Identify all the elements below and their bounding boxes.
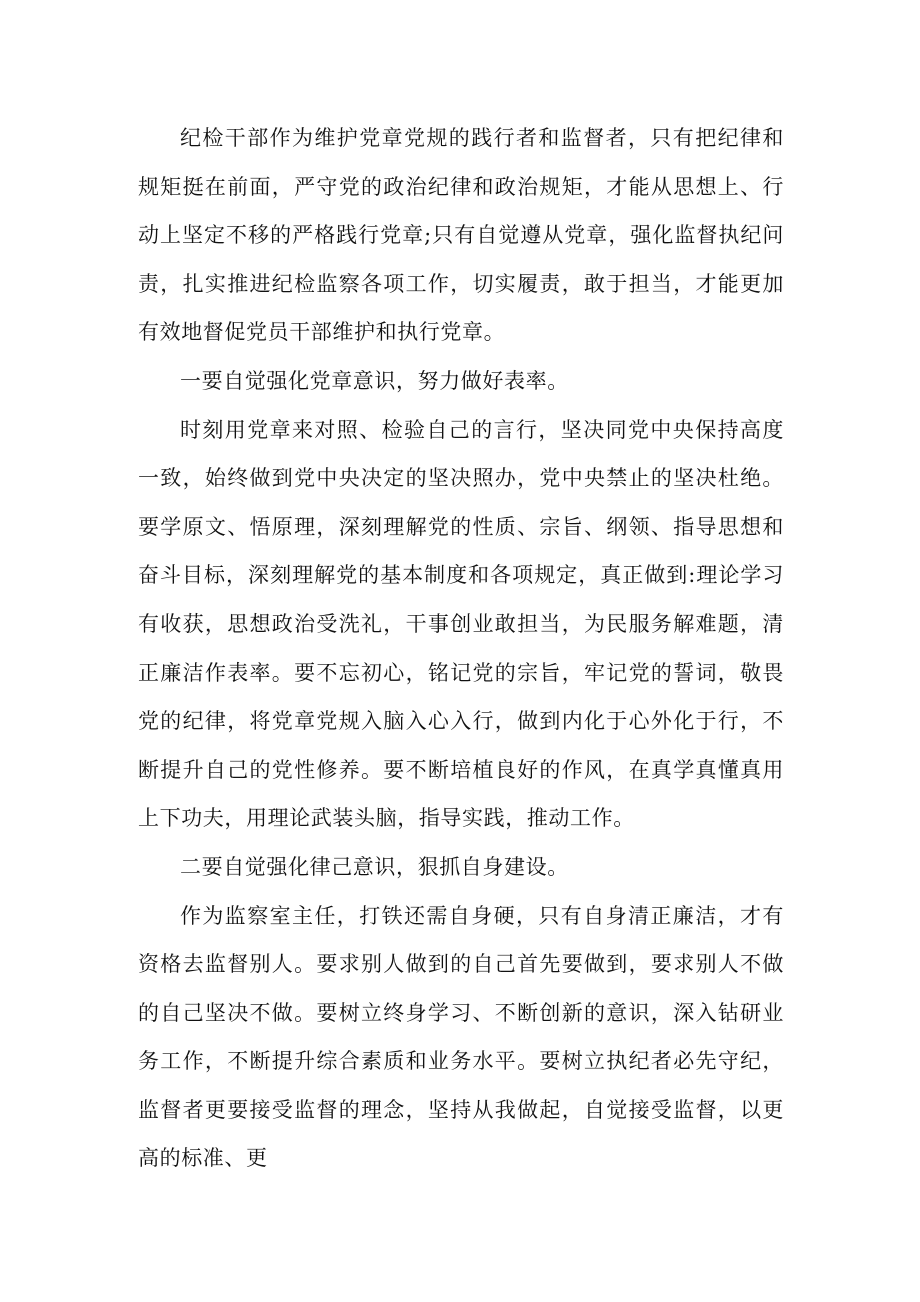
section-heading-2: 二要自觉强化律己意识，狠抓自身建设。 [180, 854, 569, 879]
paragraph-section-2: 作为监察室主任，打铁还需自身硬，只有自身清正廉洁，才有资格去监督别人。要求别人做到的自己首先要做到，要求别人不做的自己坚决不做。要树立终身学习、不断创新的意识，深入钻研业务工作，不断提升综合素质和业务水平。要树立执纪者必先守纪，监督者更要接受监督的理念，坚持从我做起，自觉接受监督，以更高的标准、更 [138, 903, 784, 1171]
paragraph-intro: 纪检干部作为维护党章党规的践行者和监督者，只有把纪律和规矩挺在前面，严守党的政治纪律和政治规矩，才能从思想上、行动上坚定不移的严格践行党章;只有自觉遵从党章，强化监督执纪问责，扎实推进纪检监察各项工作，切实履责，敢于担当，才能更加有效地督促党员干部维护和执行党章。 [138, 126, 784, 345]
paragraph-section-1: 时刻用党章来对照、检验自己的言行，坚决同党中央保持高度一致，始终做到党中央决定的坚决照办，党中央禁止的坚决杜绝。要学原文、悟原理，深刻理解党的性质、宗旨、纲领、指导思想和奋斗目标，深刻理解党的基本制度和各项规定，真正做到:理论学习有收获，思想政治受洗礼，干事创业敢担当，为民服务解难题，清正廉洁作表率。要不忘初心，铭记党的宗旨，牢记党的誓词，敬畏党的纪律，将党章党规入脑入心入行，做到内化于心外化于行，不断提升自己的党性修养。要不断培植良好的作风，在真学真懂真用上下功夫，用理论武装头脑，指导实践，推动工作。 [138, 417, 784, 831]
document-body [138, 114, 784, 1183]
section-heading-1: 一要自觉强化党章意识，努力做好表率。 [180, 368, 569, 393]
